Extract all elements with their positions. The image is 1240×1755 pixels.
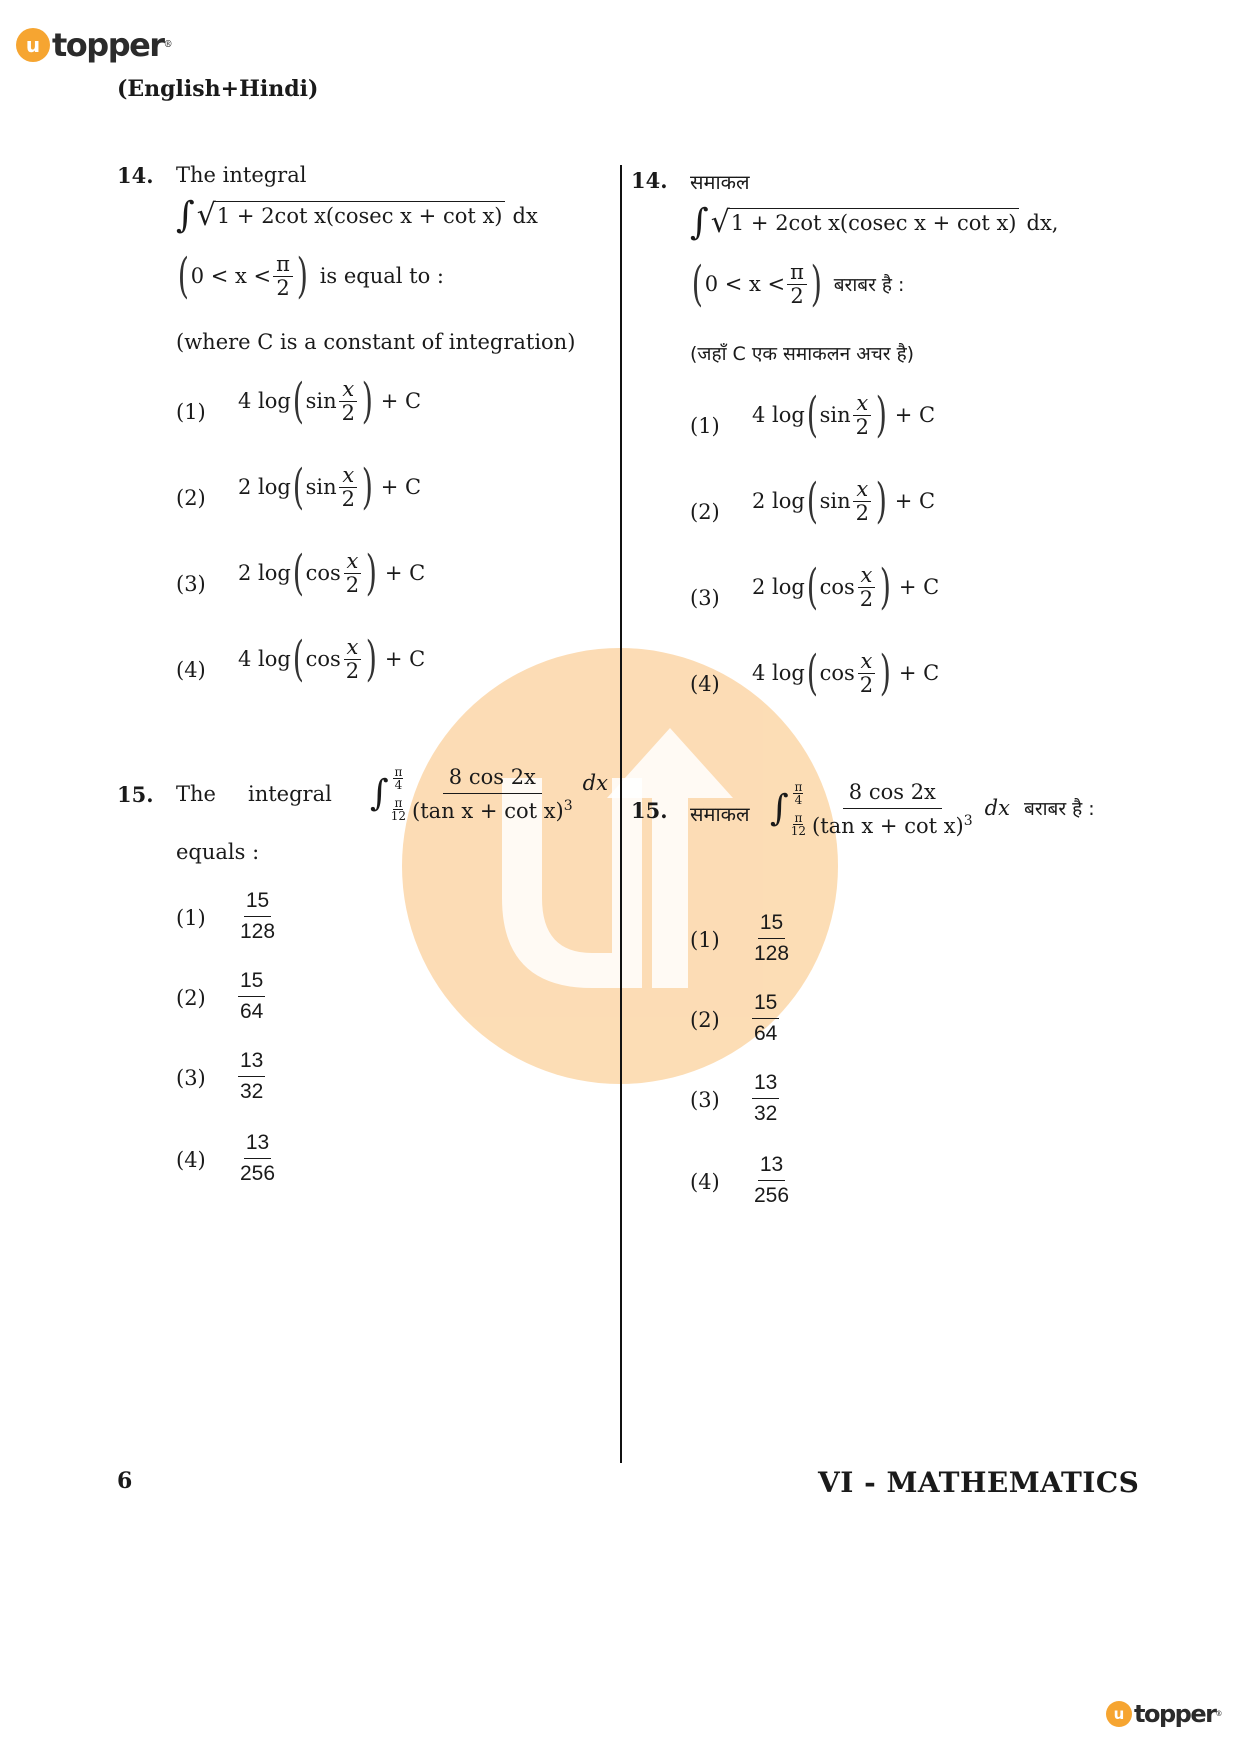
q14-hi-pi-over-2 xyxy=(787,261,807,306)
integral-limits xyxy=(391,766,406,822)
lower-limit xyxy=(391,797,406,822)
sqrt-icon: √ xyxy=(196,198,216,233)
close-paren: ) xyxy=(875,387,887,443)
q14-hi-opt4-label: (4) xyxy=(690,672,720,696)
frac-den: 2 xyxy=(859,672,874,697)
frac-den: 64 xyxy=(754,1022,778,1045)
frac-den: 12 xyxy=(390,809,407,823)
frac-num: x xyxy=(858,650,876,673)
x-over-2 xyxy=(853,478,872,523)
opt-fn: sin xyxy=(819,489,851,513)
open-paren: ( xyxy=(292,545,304,601)
close-paren: ) xyxy=(296,248,308,304)
logo-registered: ® xyxy=(163,40,173,50)
close-paren: ) xyxy=(875,473,887,529)
q15-hi-opt1-label: (1) xyxy=(690,928,720,952)
open-paren: ( xyxy=(806,387,818,443)
x-over-2 xyxy=(857,564,876,609)
q15-hi-dx: dx xyxy=(984,796,1010,820)
frac-den: 2 xyxy=(855,414,869,439)
page-number: 6 xyxy=(117,1468,133,1494)
opt-fn: cos xyxy=(305,647,341,671)
q14-en-number: 14. xyxy=(117,163,154,188)
frac-num: π xyxy=(794,811,803,825)
integral-sign: ∫ xyxy=(176,195,195,236)
close-paren: ) xyxy=(879,645,892,701)
upper-limit xyxy=(791,781,806,806)
open-paren: ( xyxy=(292,373,304,429)
frac-den: 2 xyxy=(790,283,804,308)
open-paren: ( xyxy=(806,645,818,701)
frac-num: 13 xyxy=(244,1131,271,1159)
frac-num: 15 xyxy=(244,889,271,917)
q15-en-opt4[interactable] xyxy=(238,1131,277,1186)
upper-limit xyxy=(391,766,406,791)
column-divider xyxy=(620,165,622,1463)
q15-hi-integrand xyxy=(810,780,975,838)
q15-hi-number: 15. xyxy=(631,798,668,823)
topper-logo-footer xyxy=(1106,1700,1222,1728)
frac-den: 256 xyxy=(754,1184,790,1207)
q14-hi-opt1-label: (1) xyxy=(690,414,720,438)
den-text: (tan x + cot x) xyxy=(812,814,964,838)
q14-hi-opt3[interactable] xyxy=(752,559,940,615)
opt-fn: sin xyxy=(819,403,851,427)
frac-num: x xyxy=(344,636,362,659)
open-paren: ( xyxy=(292,459,304,515)
q14-hi-opt2[interactable] xyxy=(752,473,936,529)
q14-en-dx: dx xyxy=(512,204,538,228)
sqrt-expression xyxy=(710,205,1019,240)
opt-fn: cos xyxy=(819,575,855,599)
frac-num: x xyxy=(339,464,357,487)
frac-den: 4 xyxy=(794,793,803,807)
q15-hi-opt3-label: (3) xyxy=(690,1088,720,1112)
q14-en-cond-left: 0 < x < xyxy=(190,264,272,288)
lower-limit xyxy=(791,812,806,837)
x-over-2 xyxy=(339,464,358,509)
q14-hi-opt2-label: (2) xyxy=(690,500,720,524)
q15-hi-opt2-label: (2) xyxy=(690,1008,720,1032)
opt-coef: 4 log xyxy=(752,661,805,685)
x-over-2 xyxy=(339,378,358,423)
q14-en-opt4-label: (4) xyxy=(176,658,206,682)
x-over-2 xyxy=(343,550,362,595)
integrand-num: 8 cos 2x xyxy=(443,765,542,794)
frac-den: 2 xyxy=(345,658,360,683)
close-paren: ) xyxy=(879,559,892,615)
q14-hi-note: (जहाँ C एक समाकलन अचर है) xyxy=(690,343,915,365)
q15-en-dx: dx xyxy=(582,771,608,795)
close-paren: ) xyxy=(365,545,378,601)
q14-en-integrand: 1 + 2cot x(cosec x + cot x) xyxy=(215,201,505,228)
q15-en-integral xyxy=(370,765,608,823)
q14-hi-opt1[interactable] xyxy=(752,387,936,443)
x-over-2 xyxy=(853,392,872,437)
q15-en-intro-1: The xyxy=(176,782,216,806)
frac-num: 15 xyxy=(238,969,265,997)
opt-tail: + C xyxy=(898,661,940,685)
logo-mark-icon: u xyxy=(16,28,50,62)
integrand-num: 8 cos 2x xyxy=(843,780,942,809)
close-paren: ) xyxy=(361,373,373,429)
topper-logo xyxy=(16,26,173,64)
frac-den: 256 xyxy=(240,1162,276,1185)
opt-fn: sin xyxy=(305,389,337,413)
opt-tail: + C xyxy=(380,475,422,499)
q15-en-opt1[interactable] xyxy=(238,889,277,944)
logo-registered: ® xyxy=(1215,1710,1223,1718)
opt-tail: + C xyxy=(384,561,426,585)
q14-en-intro: The integral xyxy=(176,163,307,187)
edition-label: (English+Hindi) xyxy=(117,76,319,102)
frac-den: 12 xyxy=(790,824,807,838)
frac-num: x xyxy=(339,378,357,401)
frac-den: 2 xyxy=(855,500,869,525)
frac-num: x xyxy=(853,392,871,415)
q14-hi-dx: dx, xyxy=(1026,211,1059,235)
q15-hi-is-equal: बराबर है : xyxy=(1023,798,1095,820)
frac-num: π xyxy=(787,261,807,284)
frac-den: 2 xyxy=(341,400,355,425)
integrand-den xyxy=(410,794,575,823)
opt-tail: + C xyxy=(894,489,936,513)
q15-hi-opt2[interactable] xyxy=(752,991,779,1046)
logo-mark-icon: u xyxy=(1106,1701,1132,1727)
integral-sign: ∫ xyxy=(690,202,709,243)
q15-en-integrand xyxy=(410,765,575,823)
opt-tail: + C xyxy=(380,389,422,413)
opt-coef: 2 log xyxy=(238,475,291,499)
x-over-2 xyxy=(857,650,876,695)
integral-sign: ∫ xyxy=(770,788,789,829)
q14-hi-integral xyxy=(690,202,1059,243)
opt-tail: + C xyxy=(898,575,940,599)
q15-hi-intro: समाकल xyxy=(690,802,750,826)
q14-en-opt4[interactable] xyxy=(238,631,426,687)
q15-en-number: 15. xyxy=(117,782,154,807)
opt-fn: sin xyxy=(305,475,337,499)
frac-den: 32 xyxy=(240,1080,264,1103)
den-power: 3 xyxy=(963,813,973,829)
q14-en-opt2-label: (2) xyxy=(176,486,206,510)
q14-en-opt2[interactable] xyxy=(238,459,422,515)
open-paren: ( xyxy=(691,256,703,312)
frac-num: x xyxy=(858,564,876,587)
frac-num: x xyxy=(344,550,362,573)
q15-hi-opt1[interactable] xyxy=(752,911,791,966)
opt-coef: 4 log xyxy=(752,403,805,427)
q14-hi-integrand: 1 + 2cot x(cosec x + cot x) xyxy=(729,208,1019,235)
q15-en-opt1-label: (1) xyxy=(176,906,206,930)
frac-num: 15 xyxy=(758,911,785,939)
opt-tail: + C xyxy=(894,403,936,427)
frac-num: π xyxy=(394,765,403,779)
frac-den: 2 xyxy=(859,586,874,611)
q14-hi-opt3-label: (3) xyxy=(690,586,720,610)
close-paren: ) xyxy=(810,256,822,312)
frac-num: 13 xyxy=(752,1071,779,1099)
frac-num: π xyxy=(394,796,403,810)
logo-text: topper xyxy=(52,26,164,64)
q15-en-opt3[interactable] xyxy=(238,1049,265,1104)
q14-hi-condition xyxy=(690,256,905,312)
frac-den: 128 xyxy=(240,920,276,943)
q14-en-opt3-label: (3) xyxy=(176,572,206,596)
frac-num: x xyxy=(853,478,871,501)
q14-en-note: (where C is a constant of integration) xyxy=(176,330,576,354)
q15-hi-integral xyxy=(770,780,1095,838)
frac-num: 13 xyxy=(758,1153,785,1181)
sqrt-icon: √ xyxy=(710,205,730,240)
x-over-2 xyxy=(343,636,362,681)
den-text: (tan x + cot x) xyxy=(412,799,564,823)
frac-num: 13 xyxy=(238,1049,265,1077)
q14-hi-number: 14. xyxy=(631,168,668,193)
q14-en-opt1[interactable] xyxy=(238,373,422,429)
q14-hi-intro: समाकल xyxy=(690,170,750,194)
q14-hi-opt4[interactable] xyxy=(752,645,940,701)
q14-en-is-equal: is equal to : xyxy=(319,264,445,288)
frac-den: 4 xyxy=(394,778,403,792)
frac-den: 128 xyxy=(754,942,790,965)
q15-en-equals: equals : xyxy=(176,840,260,864)
opt-coef: 4 log xyxy=(238,647,291,671)
den-power: 3 xyxy=(563,798,573,814)
q15-hi-opt3[interactable] xyxy=(752,1071,779,1126)
frac-den: 2 xyxy=(341,486,355,511)
subject-label: VI - MATHEMATICS xyxy=(818,1466,1140,1499)
open-paren: ( xyxy=(806,559,818,615)
q14-hi-is-equal: बराबर है : xyxy=(833,274,905,296)
opt-coef: 2 log xyxy=(752,489,805,513)
frac-num: π xyxy=(794,780,803,794)
q14-en-condition xyxy=(176,248,445,304)
q14-en-pi-over-2 xyxy=(273,253,293,298)
q15-en-opt2[interactable] xyxy=(238,969,265,1024)
q14-hi-cond-left: 0 < x < xyxy=(704,272,786,296)
opt-coef: 4 log xyxy=(238,389,291,413)
opt-coef: 2 log xyxy=(752,575,805,599)
open-paren: ( xyxy=(806,473,818,529)
integrand-den xyxy=(810,809,975,838)
q15-hi-opt4[interactable] xyxy=(752,1153,791,1208)
q15-en-intro-2: integral xyxy=(248,782,332,806)
integral-sign: ∫ xyxy=(370,773,389,814)
opt-fn: cos xyxy=(305,561,341,585)
sqrt-expression xyxy=(196,198,505,233)
open-paren: ( xyxy=(292,631,304,687)
q15-en-opt3-label: (3) xyxy=(176,1066,206,1090)
close-paren: ) xyxy=(361,459,373,515)
logo-text: topper xyxy=(1134,1700,1216,1728)
q14-en-opt1-label: (1) xyxy=(176,400,206,424)
frac-num: 15 xyxy=(752,991,779,1019)
opt-coef: 2 log xyxy=(238,561,291,585)
q15-en-opt2-label: (2) xyxy=(176,986,206,1010)
close-paren: ) xyxy=(365,631,378,687)
frac-den: 2 xyxy=(276,275,290,300)
frac-den: 64 xyxy=(240,1000,264,1023)
frac-den: 32 xyxy=(754,1102,778,1125)
frac-den: 2 xyxy=(345,572,360,597)
q15-en-opt4-label: (4) xyxy=(176,1148,206,1172)
frac-num: π xyxy=(273,253,293,276)
open-paren: ( xyxy=(177,248,189,304)
q14-en-integral xyxy=(176,195,538,236)
q14-en-opt3[interactable] xyxy=(238,545,426,601)
q15-hi-opt4-label: (4) xyxy=(690,1170,720,1194)
integral-limits xyxy=(791,781,806,837)
opt-fn: cos xyxy=(819,661,855,685)
opt-tail: + C xyxy=(384,647,426,671)
